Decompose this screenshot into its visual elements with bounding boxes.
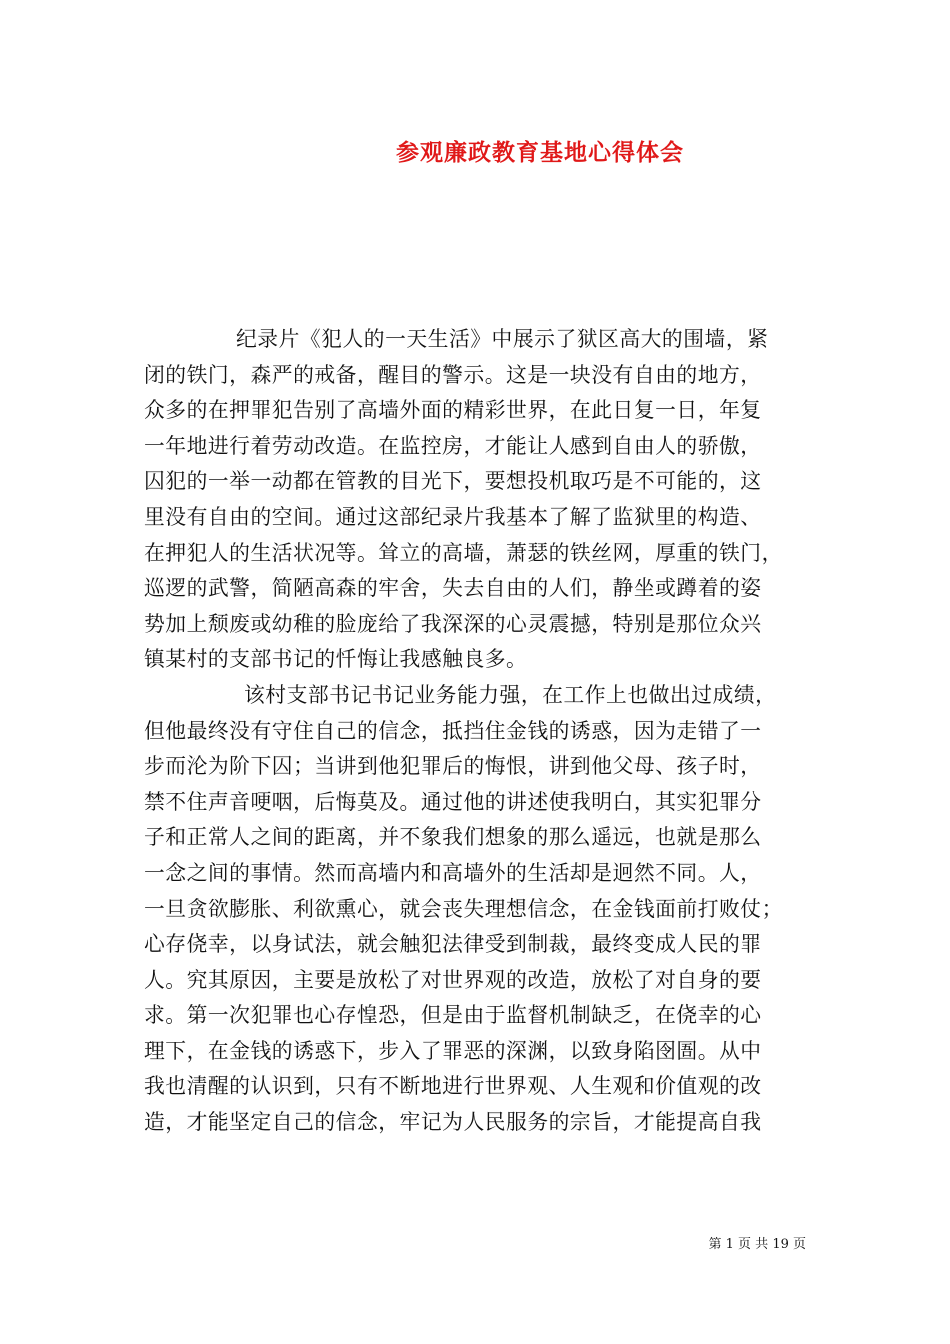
text-line: 囚犯的一举一动都在管教的目光下，要想投机取巧是不可能的，这	[144, 469, 762, 494]
text-line: 理下，在金钱的诱惑下，步入了罪恶的深渊，以致身陷囹圄。从中	[144, 1038, 762, 1063]
document-body	[144, 322, 816, 1141]
text-line: 巡逻的武警，简陋高森的牢舍，失去自由的人们，静坐或蹲着的姿	[144, 576, 762, 601]
text-line: 人。究其原因，主要是放松了对世界观的改造，放松了对自身的要	[144, 967, 762, 992]
paragraph-2	[144, 678, 816, 1141]
text-line: 禁不住声音哽咽，后悔莫及。通过他的讲述使我明白，其实犯罪分	[144, 789, 762, 814]
text-line: 一旦贪欲膨胀、利欲熏心，就会丧失理想信念，在金钱面前打败仗；	[144, 896, 783, 921]
page-title: 参观廉政教育基地心得体会	[396, 139, 684, 166]
text-line: 众多的在押罪犯告别了高墙外面的精彩世界，在此日复一日，年复	[144, 398, 762, 423]
text-line: 纪录片《犯人的一天生活》中展示了狱区高大的围墙，紧	[236, 327, 769, 351]
text-line: 造，才能坚定自己的信念，牢记为人民服务的宗旨，才能提高自我	[144, 1110, 762, 1135]
page-footer: 第 1 页 共 19 页	[708, 1237, 806, 1252]
text-line: 我也清醒的认识到，只有不断地进行世界观、人生观和价值观的改	[144, 1074, 762, 1099]
text-line: 一念之间的事情。然而高墙内和高墙外的生活却是迥然不同。人，	[144, 860, 762, 885]
text-line: 但他最终没有守住自己的信念，抵挡住金钱的诱惑，因为走错了一	[144, 718, 762, 743]
text-line: 里没有自由的空间。通过这部纪录片我基本了解了监狱里的构造、	[144, 504, 762, 529]
text-line: 求。第一次犯罪也心存惶恐，但是由于监督机制缺乏，在侥幸的心	[144, 1003, 762, 1028]
text-line: 在押犯人的生活状况等。耸立的高墙，萧瑟的铁丝网，厚重的铁门，	[144, 540, 783, 565]
text-line: 心存侥幸，以身试法，就会触犯法律受到制裁，最终变成人民的罪	[144, 932, 762, 957]
text-line: 一年地进行着劳动改造。在监控房，才能让人感到自由人的骄傲，	[144, 433, 762, 458]
text-line: 镇某村的支部书记的忏悔让我感触良多。	[144, 647, 528, 672]
paragraph-1	[144, 322, 816, 678]
text-line: 步而沦为阶下囚；当讲到他犯罪后的悔恨，讲到他父母、孩子时，	[144, 754, 762, 779]
text-line: 势加上颓废或幼稚的脸庞给了我深深的心灵震撼，特别是那位众兴	[144, 611, 762, 636]
text-line: 子和正常人之间的距离，并不象我们想象的那么遥远，也就是那么	[144, 825, 762, 850]
text-line: 该村支部书记书记业务能力强，在工作上也做出过成绩，	[244, 682, 777, 707]
text-line: 闭的铁门，森严的戒备，醒目的警示。这是一块没有自由的地方，	[144, 362, 762, 387]
